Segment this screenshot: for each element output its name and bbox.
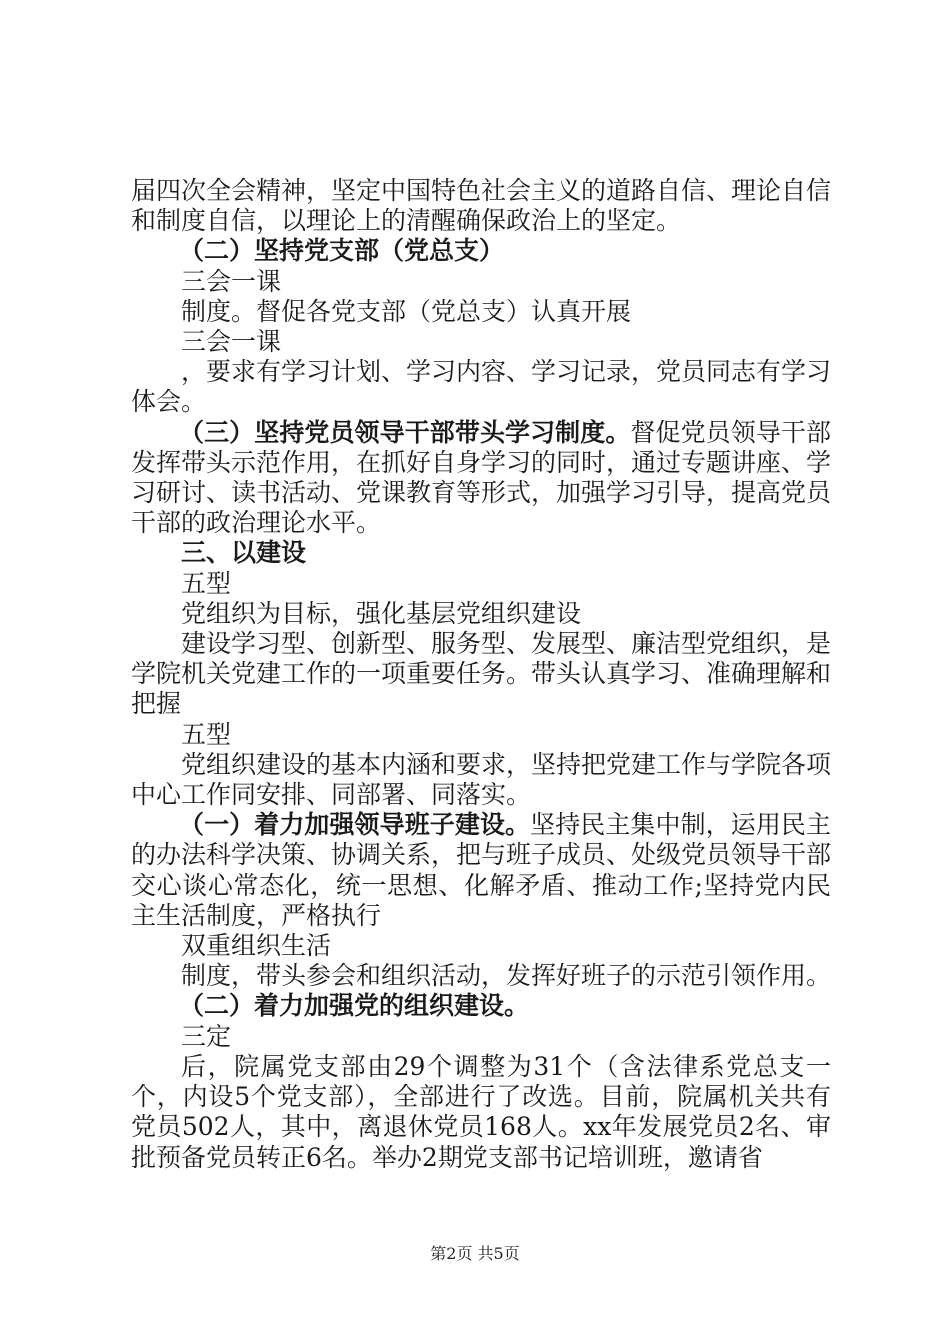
paragraph: 制度，带头参会和组织活动，发挥好班子的示范引领作用。	[181, 961, 832, 991]
section-heading: （二）坚持党支部（党总支）	[179, 236, 505, 266]
section-heading: （一）着力加强领导班子建设。	[179, 810, 531, 840]
paragraph: 后，院属党支部由29个调整为31个（含法律系党总支一个，内设5个党支部），全部进行了改选。目前，院属机关共有党员502人，其中，离退休党员168人。xx年发展党员2名、审批预备党员转正6名。举办2期党支部书记培训班，邀请省	[131, 1051, 831, 1172]
document-body	[131, 176, 831, 1173]
paragraph: 三会一课	[181, 327, 282, 357]
paragraph: 三定	[181, 1021, 232, 1051]
paragraph: 党组织建设的基本内涵和要求，坚持把党建工作与学院各项中心工作同安排、同部署、同落实。	[131, 749, 832, 810]
paragraph: 五型	[181, 568, 232, 598]
paragraph	[131, 810, 831, 931]
paragraph: 党组织为目标，强化基层党组织建设	[181, 598, 582, 628]
paragraph: ，要求有学习计划、学习内容、学习记录，党员同志有学习体会。	[131, 357, 832, 417]
paragraph: 届四次全会精神，坚定中国特色社会主义的道路自信、理论自信和制度自信，以理论上的清醒确保政治上的坚定。	[131, 176, 832, 236]
paragraph: 双重组织生活	[181, 931, 332, 961]
paragraph-text: 坚持民主集中制，运用民主的办法科学决策、协调关系，把与班子成员、处级党员领导干部交心谈心常态化，统一思想、化解矛盾、推动工作;坚持党内民主生活制度，严格执行	[131, 810, 832, 930]
paragraph: 建设学习型、创新型、服务型、发展型、廉洁型党组织，是学院机关党建工作的一项重要任务。带头认真学习、准确理解和把握	[131, 629, 832, 719]
paragraph	[131, 418, 831, 539]
section-heading: （三）坚持党员领导干部带头学习制度。	[179, 417, 631, 447]
paragraph: 制度。督促各党支部（党总支）认真开展	[181, 296, 632, 326]
paragraph-text: 督促党员领导干部发挥带头示范作用，在抓好自身学习的同时，通过专题讲座、学习研讨、读书活动、党课教育等形式，加强学习引导，提高党员干部的政治理论水平。	[131, 417, 832, 538]
page-footer: 第2页 共5页	[430, 1244, 520, 1263]
paragraph: 五型	[181, 719, 232, 749]
section-heading: 三、以建设	[181, 538, 307, 568]
paragraph: 三会一课	[181, 266, 282, 296]
section-heading: （二）着力加强党的组织建设。	[179, 991, 530, 1021]
